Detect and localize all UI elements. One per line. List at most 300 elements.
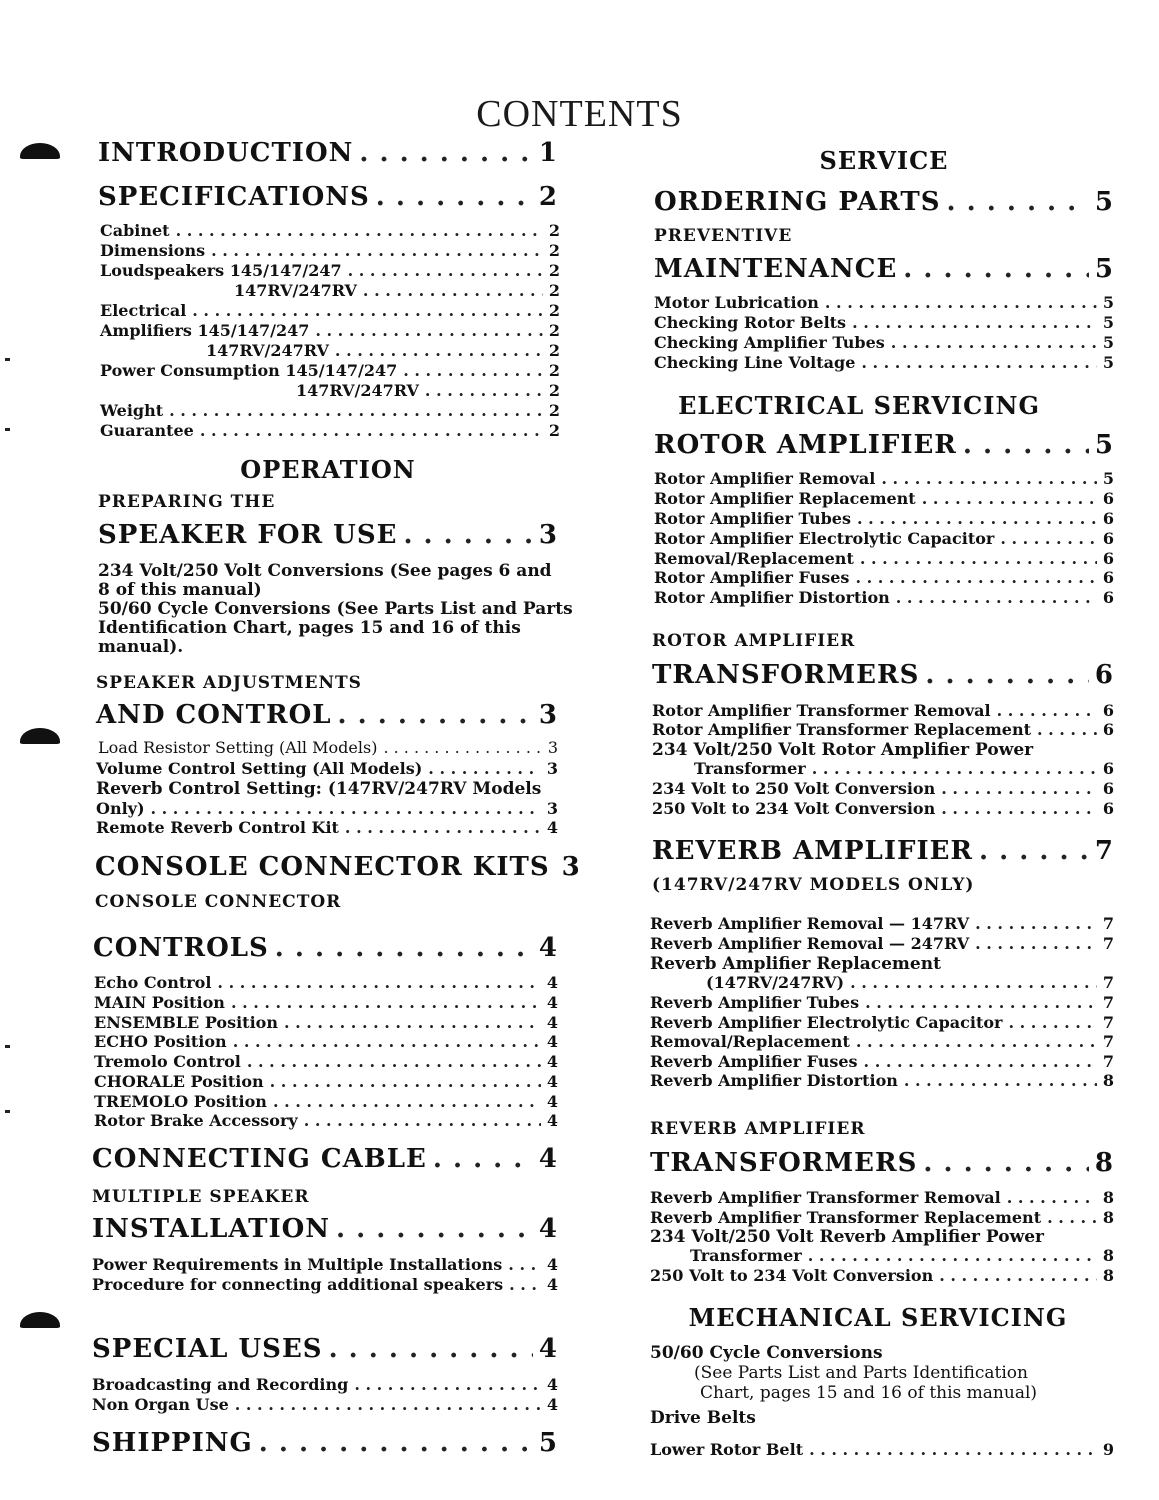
entry-label: Checking Line Voltage — [654, 353, 856, 372]
dot-leader — [963, 430, 1089, 460]
entry-label: Rotor Amplifier Electrolytic Capacitor — [654, 529, 995, 548]
entry-label: Broadcasting and Recording — [92, 1375, 349, 1394]
entry-label: Dimensions — [100, 241, 206, 260]
page-number: 5 — [1094, 187, 1114, 217]
page-number: 3 — [561, 852, 581, 882]
dot-leader — [335, 342, 543, 360]
dot-leader — [941, 800, 1097, 818]
dot-leader — [275, 933, 533, 963]
page-number: 8 — [1102, 1071, 1114, 1090]
page-number: 8 — [1102, 1246, 1114, 1265]
toc-entry[interactable] — [652, 702, 1114, 720]
section-title-service — [654, 146, 1114, 175]
page-number: 2 — [548, 361, 560, 380]
entry-label: Checking Rotor Belts — [654, 313, 847, 332]
toc-entry[interactable] — [92, 1256, 558, 1274]
toc-heading[interactable] — [654, 430, 1114, 460]
margin-tick — [5, 1110, 10, 1113]
toc-heading[interactable] — [650, 1148, 1114, 1178]
toc-entry[interactable] — [650, 1014, 1114, 1032]
toc-heading-label: ORDERING PARTS — [654, 187, 941, 217]
toc-entry[interactable] — [206, 342, 560, 360]
note-line: 50/60 Cycle Conversions (See Parts List and Parts — [98, 599, 573, 619]
toc-entry[interactable] — [694, 760, 1114, 778]
toc-heading[interactable] — [98, 520, 558, 550]
page-number: 6 — [1102, 588, 1114, 607]
dot-leader — [217, 974, 540, 992]
dot-leader — [941, 780, 1097, 798]
page-number: 2 — [548, 341, 560, 360]
toc-entry[interactable] — [654, 569, 1114, 587]
section-title-label: ELECTRICAL SERVICING — [678, 391, 1040, 420]
toc-entry[interactable] — [100, 402, 560, 420]
dot-leader — [857, 510, 1097, 528]
entry-label: Reverb Amplifier Removal — 147RV — [650, 914, 970, 933]
dot-leader — [825, 294, 1097, 312]
dot-leader — [383, 739, 541, 757]
note-line: (See Parts List and Parts Identification — [694, 1363, 1028, 1383]
page-number: 6 — [1102, 759, 1114, 778]
toc-entry[interactable] — [100, 422, 560, 440]
page-number: 7 — [1094, 836, 1114, 866]
entry-label: Cabinet — [100, 221, 170, 240]
toc-heading-label: CONTROLS — [93, 933, 269, 963]
toc-entry[interactable] — [94, 974, 558, 992]
toc-heading[interactable] — [92, 1334, 558, 1364]
page-number: 4 — [538, 1144, 558, 1174]
dot-leader — [403, 362, 543, 380]
dot-leader — [852, 314, 1097, 332]
toc-heading-label: TRANSFORMERS — [652, 660, 920, 690]
entry-label-line: Reverb Amplifier Replacement — [650, 954, 941, 974]
toc-entry[interactable] — [654, 314, 1114, 332]
dot-leader — [855, 569, 1096, 587]
toc-entry[interactable] — [100, 242, 560, 260]
toc-heading-label: AND CONTROL — [96, 700, 332, 730]
toc-entry[interactable] — [92, 1376, 558, 1394]
page-number: 9 — [1102, 1440, 1114, 1459]
toc-heading-line: SPEAKER ADJUSTMENTS — [96, 673, 362, 693]
toc-heading-label: SPECIAL USES — [92, 1334, 323, 1364]
toc-entry[interactable] — [92, 1396, 558, 1414]
toc-entry[interactable] — [94, 1073, 558, 1091]
page-number: 2 — [548, 301, 560, 320]
dot-leader — [923, 1148, 1089, 1178]
note-line: 8 of this manual) — [98, 580, 262, 600]
toc-entry[interactable] — [650, 1053, 1114, 1071]
toc-entry[interactable] — [650, 915, 1114, 933]
page-number: 2 — [538, 182, 558, 212]
dot-leader — [151, 800, 541, 818]
toc-entry[interactable] — [650, 1033, 1114, 1051]
entry-label: Power Requirements in Multiple Installations — [92, 1255, 503, 1274]
dot-leader — [896, 589, 1097, 607]
toc-entry[interactable] — [94, 1033, 558, 1051]
toc-entry[interactable] — [94, 994, 558, 1012]
toc-entry[interactable] — [98, 739, 558, 757]
page-number: 4 — [546, 1111, 558, 1130]
entry-label-line: 234 Volt/250 Volt Rotor Amplifier Power — [652, 740, 1034, 760]
toc-entry[interactable] — [96, 819, 558, 837]
entry-label-line: 50/60 Cycle Conversions — [650, 1343, 883, 1363]
dot-leader — [200, 422, 543, 440]
page-number: 4 — [546, 1072, 558, 1091]
toc-entry[interactable] — [94, 1093, 558, 1111]
dot-leader — [259, 1428, 533, 1458]
page-number: 4 — [546, 1092, 558, 1111]
entry-label: Rotor Amplifier Tubes — [654, 509, 851, 528]
entry-label: TREMOLO Position — [94, 1092, 267, 1111]
page-number: 4 — [538, 1214, 558, 1244]
page-number: 5 — [1094, 254, 1114, 284]
toc-entry[interactable] — [92, 1276, 558, 1294]
section-title-electrical — [654, 391, 1064, 420]
toc-heading[interactable] — [93, 933, 558, 963]
page-number: 4 — [546, 1275, 558, 1294]
page-number: 4 — [546, 1052, 558, 1071]
entry-label: Guarantee — [100, 421, 194, 440]
toc-entry[interactable] — [100, 262, 560, 280]
page-title: CONTENTS — [476, 93, 683, 135]
page-number: 2 — [548, 381, 560, 400]
dot-leader — [881, 470, 1097, 488]
toc-entry[interactable] — [652, 780, 1114, 798]
entry-label: Volume Control Setting (All Models) — [96, 759, 423, 778]
entry-label: Procedure for connecting additional speakers — [92, 1275, 504, 1294]
entry-label: Reverb Amplifier Tubes — [650, 993, 860, 1012]
toc-heading-label: SPECIFICATIONS — [98, 182, 370, 212]
toc-heading[interactable] — [652, 660, 1114, 690]
toc-entry[interactable] — [652, 721, 1114, 739]
page-number: 6 — [1102, 509, 1114, 528]
entry-label: Motor Lubrication — [654, 293, 819, 312]
toc-heading-label: ROTOR AMPLIFIER — [654, 430, 957, 460]
entry-label-line: 234 Volt/250 Volt Reverb Amplifier Power — [650, 1227, 1044, 1247]
toc-entry[interactable] — [650, 994, 1114, 1012]
dot-leader — [233, 1033, 541, 1051]
dot-leader — [363, 282, 543, 300]
toc-entry[interactable] — [706, 974, 1114, 992]
toc-entry[interactable] — [100, 222, 560, 240]
dot-leader — [231, 994, 541, 1012]
toc-entry[interactable] — [94, 1053, 558, 1071]
toc-heading-line: ROTOR AMPLIFIER — [652, 631, 856, 651]
toc-heading-label: INSTALLATION — [92, 1214, 331, 1244]
entry-label: Rotor Amplifier Removal — [654, 469, 876, 488]
dot-leader — [812, 760, 1097, 778]
dot-leader — [176, 222, 543, 240]
entry-label: 147RV/247RV — [206, 341, 329, 360]
entry-label: Rotor Amplifier Fuses — [654, 568, 850, 587]
dot-leader — [925, 660, 1089, 690]
toc-heading-line: PREPARING THE — [98, 492, 276, 512]
toc-heading[interactable] — [654, 254, 1114, 284]
page-number: 2 — [548, 281, 560, 300]
toc-heading-line: REVERB AMPLIFIER — [650, 1119, 866, 1139]
entry-label: Lower Rotor Belt — [650, 1440, 804, 1459]
entry-label: Only) — [96, 799, 145, 818]
entry-label: Rotor Amplifier Transformer Removal — [652, 701, 991, 720]
dot-leader — [1047, 1209, 1097, 1227]
toc-entry[interactable] — [654, 354, 1114, 372]
page-number: 7 — [1102, 973, 1114, 992]
toc-heading-line: MULTIPLE SPEAKER — [92, 1187, 310, 1207]
entry-label: Load Resistor Setting (All Models) — [98, 738, 378, 757]
toc-heading-label: CONSOLE CONNECTOR KITS — [95, 852, 550, 882]
toc-entry[interactable] — [654, 470, 1114, 488]
page-number: 6 — [1102, 779, 1114, 798]
toc-entry[interactable] — [654, 589, 1114, 607]
page-number: 3 — [546, 759, 558, 778]
entry-label: Rotor Amplifier Distortion — [654, 588, 890, 607]
toc-heading[interactable] — [98, 138, 558, 168]
page-number: 6 — [1094, 660, 1114, 690]
page-number: 7 — [1102, 934, 1114, 953]
page-number: 2 — [548, 421, 560, 440]
dot-leader — [861, 354, 1096, 372]
page-number: 2 — [548, 401, 560, 420]
entry-label: Rotor Amplifier Transformer Replacement — [652, 720, 1031, 739]
toc-heading-label: SHIPPING — [92, 1428, 253, 1458]
toc-entry[interactable] — [234, 282, 560, 300]
dot-leader — [235, 1396, 541, 1414]
dot-leader — [939, 1267, 1097, 1285]
dot-leader — [433, 1144, 533, 1174]
dot-leader — [345, 819, 541, 837]
page-number: 7 — [1102, 1013, 1114, 1032]
page-number: 7 — [1102, 914, 1114, 933]
entry-label: CHORALE Position — [94, 1072, 264, 1091]
entry-label: 250 Volt to 234 Volt Conversion — [652, 799, 936, 818]
toc-entry[interactable] — [94, 1014, 558, 1032]
page-number: 5 — [1102, 353, 1114, 372]
toc-entry[interactable] — [654, 550, 1114, 568]
page-number: 7 — [1102, 1052, 1114, 1071]
dot-leader — [425, 382, 543, 400]
entry-label: 234 Volt to 250 Volt Conversion — [652, 779, 936, 798]
dot-leader — [270, 1073, 541, 1091]
section-title-label: OPERATION — [240, 455, 416, 484]
page-number: 5 — [538, 1428, 558, 1458]
dot-leader — [1000, 530, 1097, 548]
entry-label: Loudspeakers 145/147/247 — [100, 261, 342, 280]
toc-heading[interactable] — [96, 700, 558, 730]
toc-entry[interactable] — [650, 935, 1114, 953]
entry-label: Remote Reverb Control Kit — [96, 818, 339, 837]
margin-tick — [5, 428, 10, 431]
dot-leader — [192, 302, 543, 320]
dot-leader — [508, 1256, 541, 1274]
toc-entry[interactable] — [100, 362, 560, 380]
dot-leader — [1037, 721, 1097, 739]
binder-mark — [20, 143, 60, 159]
note-line: Chart, pages 15 and 16 of this manual) — [700, 1383, 1038, 1403]
binder-mark — [20, 728, 60, 744]
page-number: 4 — [546, 1395, 558, 1414]
entry-label: Reverb Amplifier Electrolytic Capacitor — [650, 1013, 1003, 1032]
entry-label: 147RV/247RV — [296, 381, 419, 400]
page-number: 4 — [538, 1334, 558, 1364]
toc-entry[interactable] — [654, 510, 1114, 528]
dot-leader — [1007, 1189, 1097, 1207]
entry-label-line: Drive Belts — [650, 1408, 756, 1428]
dot-leader — [169, 402, 543, 420]
page-number: 7 — [1102, 1032, 1114, 1051]
dot-leader — [850, 974, 1097, 992]
entry-label: MAIN Position — [94, 993, 225, 1012]
entry-label: Transformer — [694, 759, 806, 778]
toc-heading[interactable] — [652, 836, 1114, 866]
entry-label: Amplifiers 145/147/247 — [100, 321, 310, 340]
toc-heading[interactable] — [92, 1144, 558, 1174]
entry-label: Removal/Replacement — [650, 1032, 850, 1051]
entry-label: Electrical — [100, 301, 187, 320]
section-title-mechanical — [650, 1303, 1106, 1332]
toc-entry[interactable] — [296, 382, 560, 400]
page-number: 4 — [546, 993, 558, 1012]
section-title-label: MECHANICAL SERVICING — [688, 1303, 1068, 1332]
dot-leader — [856, 1033, 1097, 1051]
page-number: 3 — [538, 520, 558, 550]
page-number: 6 — [1102, 720, 1114, 739]
toc-heading-label: SPEAKER FOR USE — [98, 520, 398, 550]
dot-leader — [376, 182, 533, 212]
toc-heading[interactable] — [92, 1428, 558, 1458]
page-number: 8 — [1102, 1266, 1114, 1285]
page-number: 4 — [538, 933, 558, 963]
toc-heading-label: CONNECTING CABLE — [92, 1144, 427, 1174]
entry-label: Tremolo Control — [94, 1052, 241, 1071]
page-number: 8 — [1102, 1188, 1114, 1207]
page-number: 5 — [1094, 430, 1114, 460]
dot-leader — [979, 836, 1089, 866]
entry-label: ENSEMBLE Position — [94, 1013, 278, 1032]
dot-leader — [315, 322, 542, 340]
toc-entry[interactable] — [100, 302, 560, 320]
page-number: 7 — [1102, 993, 1114, 1012]
dot-leader — [922, 490, 1097, 508]
dot-leader — [891, 334, 1097, 352]
dot-leader — [808, 1247, 1097, 1265]
page-number: 8 — [1102, 1208, 1114, 1227]
entry-label: Reverb Amplifier Distortion — [650, 1071, 898, 1090]
toc-entry[interactable] — [650, 1267, 1114, 1285]
toc-entry[interactable] — [650, 1072, 1114, 1090]
note-line: Identification Chart, pages 15 and 16 of this — [98, 618, 521, 638]
toc-entry[interactable] — [650, 1209, 1114, 1227]
page-number: 8 — [1094, 1148, 1114, 1178]
dot-leader — [997, 702, 1097, 720]
dot-leader — [865, 994, 1097, 1012]
page-number: 6 — [1102, 799, 1114, 818]
toc-heading[interactable] — [95, 852, 581, 882]
toc-entry[interactable] — [654, 530, 1114, 548]
toc-entry[interactable] — [96, 760, 558, 778]
toc-heading[interactable] — [654, 187, 1114, 217]
toc-heading[interactable] — [98, 182, 558, 212]
toc-heading[interactable] — [92, 1214, 558, 1244]
binder-mark — [20, 1312, 60, 1328]
entry-label: 250 Volt to 234 Volt Conversion — [650, 1266, 934, 1285]
margin-tick — [5, 1045, 10, 1048]
dot-leader — [211, 242, 543, 260]
dot-leader — [247, 1053, 541, 1071]
page-number: 6 — [1102, 568, 1114, 587]
entry-label: ECHO Position — [94, 1032, 227, 1051]
toc-entry[interactable] — [96, 800, 558, 818]
section-title-label: SERVICE — [819, 146, 949, 175]
dot-leader — [975, 915, 1097, 933]
dot-leader — [304, 1112, 541, 1130]
page-number: 4 — [546, 1255, 558, 1274]
page-number: 6 — [1102, 549, 1114, 568]
dot-leader — [329, 1334, 533, 1364]
dot-leader — [864, 1053, 1097, 1071]
section-title-operation — [98, 455, 558, 484]
toc-entry[interactable] — [650, 1189, 1114, 1207]
dot-leader — [403, 520, 532, 550]
toc-heading-line: CONSOLE CONNECTOR — [95, 892, 342, 912]
toc-heading-label: MAINTENANCE — [654, 254, 898, 284]
dot-leader — [809, 1441, 1097, 1459]
page-number: 2 — [548, 321, 560, 340]
toc-entry[interactable] — [654, 334, 1114, 352]
toc-entry[interactable] — [654, 490, 1114, 508]
dot-leader — [273, 1093, 541, 1111]
dot-leader — [903, 254, 1089, 284]
page-number: 5 — [1102, 333, 1114, 352]
page-number: 4 — [546, 973, 558, 992]
page-number: 6 — [1102, 529, 1114, 548]
page-number: 6 — [1102, 701, 1114, 720]
dot-leader — [860, 550, 1097, 568]
dot-leader — [359, 138, 533, 168]
dot-leader — [428, 760, 541, 778]
toc-heading-label: REVERB AMPLIFIER — [652, 836, 974, 866]
entry-label: Rotor Amplifier Replacement — [654, 489, 916, 508]
entry-label: Rotor Brake Accessory — [94, 1111, 298, 1130]
entry-label: Echo Control — [94, 973, 212, 992]
page-number: 4 — [546, 1032, 558, 1051]
entry-label: Removal/Replacement — [654, 549, 854, 568]
toc-entry[interactable] — [100, 322, 560, 340]
dot-leader — [975, 935, 1097, 953]
dot-leader — [1008, 1014, 1096, 1032]
page-number: 5 — [1102, 293, 1114, 312]
toc-entry[interactable] — [652, 800, 1114, 818]
dot-leader — [904, 1072, 1097, 1090]
entry-label: Reverb Amplifier Transformer Replacement — [650, 1208, 1042, 1227]
page-number: 3 — [547, 738, 558, 757]
toc-entry[interactable] — [690, 1247, 1114, 1265]
entry-label: Transformer — [690, 1246, 802, 1265]
toc-heading-label: TRANSFORMERS — [650, 1148, 918, 1178]
dot-leader — [348, 262, 543, 280]
entry-label: Reverb Amplifier Removal — 247RV — [650, 934, 970, 953]
dot-leader — [947, 187, 1089, 217]
page-number: 5 — [1102, 313, 1114, 332]
entry-label: Non Organ Use — [92, 1395, 229, 1414]
page-number: 3 — [546, 799, 558, 818]
toc-entry[interactable] — [94, 1112, 558, 1130]
entry-label: Power Consumption 145/147/247 — [100, 361, 398, 380]
entry-label: Weight — [100, 401, 164, 420]
toc-entry[interactable] — [650, 1441, 1114, 1459]
page-number: 4 — [546, 818, 558, 837]
toc-heading-label: INTRODUCTION — [98, 138, 354, 168]
toc-entry[interactable] — [654, 294, 1114, 312]
page-number: 5 — [1102, 469, 1114, 488]
